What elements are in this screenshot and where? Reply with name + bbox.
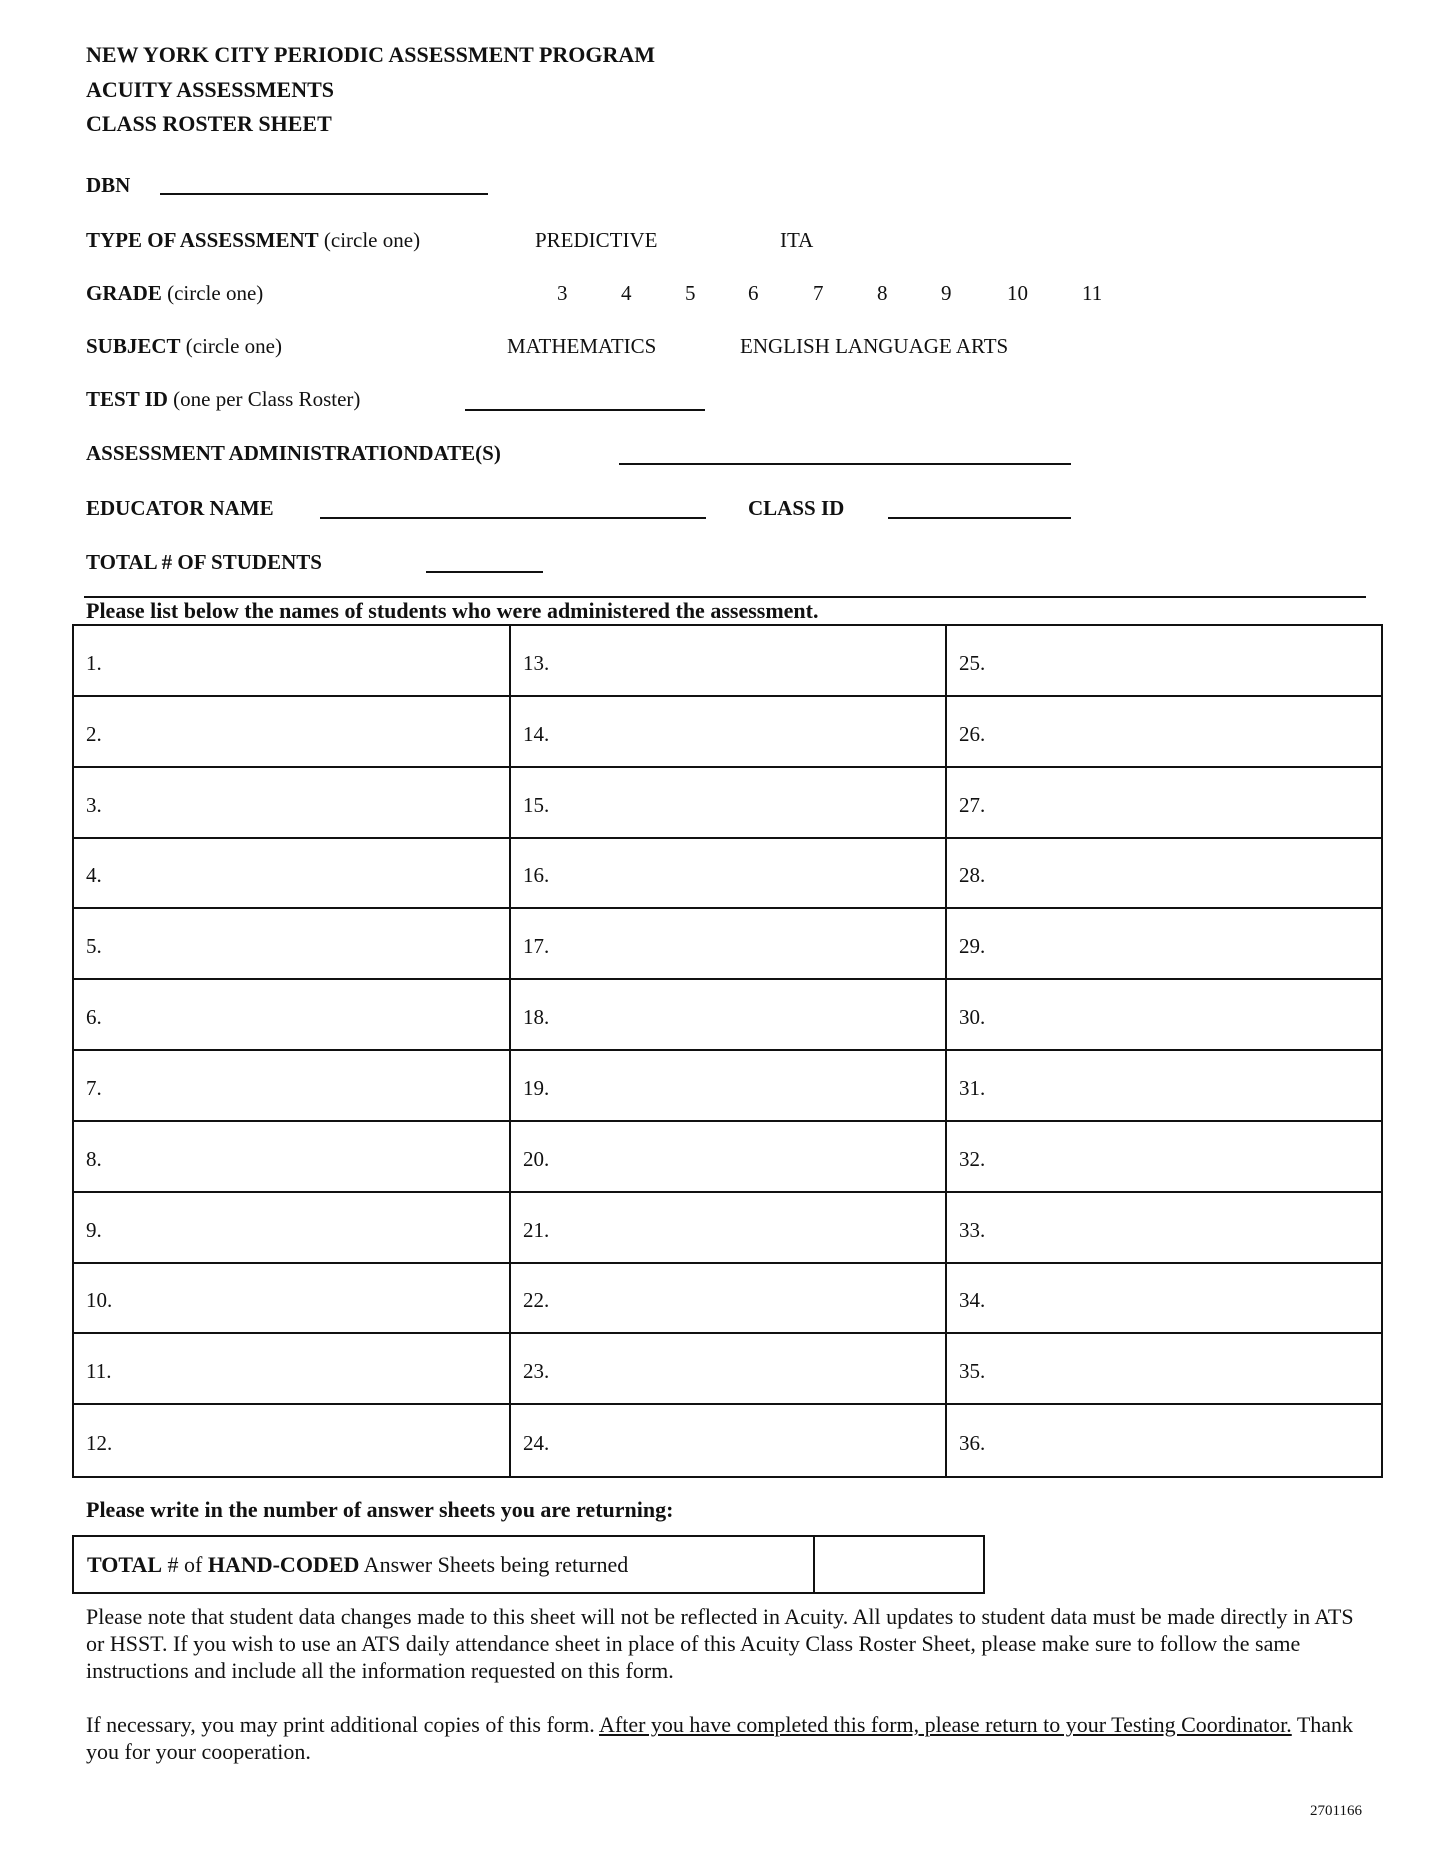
dbn-field[interactable] (160, 193, 488, 195)
returning-count-field[interactable] (815, 1537, 983, 1592)
roster-cell[interactable]: 11. (74, 1334, 511, 1405)
returning-table (72, 1535, 985, 1594)
roster-cell[interactable]: 30. (947, 980, 1381, 1051)
grade-option-6[interactable]: 6 (748, 281, 759, 305)
roster-cell[interactable]: 2. (74, 697, 511, 768)
grade-option-3[interactable]: 3 (557, 281, 568, 305)
roster-cell[interactable]: 21. (511, 1193, 947, 1264)
grade-option-7[interactable]: 7 (813, 281, 824, 305)
roster-cell[interactable]: 4. (74, 839, 511, 910)
educator-field[interactable] (320, 517, 706, 519)
admin-date-field[interactable] (619, 463, 1071, 465)
grade-option-4[interactable]: 4 (621, 281, 632, 305)
assessments-title: ACUITY ASSESSMENTS (86, 77, 334, 102)
test-id-label: TEST ID (one per Class Roster) (86, 387, 361, 411)
subject-option-math[interactable]: MATHEMATICS (507, 334, 657, 358)
roster-cell[interactable]: 7. (74, 1051, 511, 1122)
roster-cell[interactable]: 36. (959, 1431, 986, 1456)
roster-cell[interactable]: 19. (511, 1051, 947, 1122)
total-students-field[interactable] (426, 571, 543, 573)
type-label: TYPE OF ASSESSMENT (circle one) (86, 228, 421, 252)
roster-cell[interactable]: 18. (511, 980, 947, 1051)
roster-instruction: Please list below the names of students who were administered the assessment. (86, 598, 819, 623)
student-roster-table (72, 624, 1383, 1478)
dbn-label: DBN (86, 173, 131, 197)
type-option-ita[interactable]: ITA (780, 228, 814, 252)
roster-cell[interactable]: 8. (74, 1122, 511, 1193)
program-title: NEW YORK CITY PERIODIC ASSESSMENT PROGRAM (86, 42, 656, 67)
grade-option-11[interactable]: 11 (1082, 281, 1103, 305)
form-code: 2701166 (1310, 1803, 1362, 1819)
returning-label: TOTAL # of HAND-CODED Answer Sheets being returned (74, 1537, 815, 1592)
grade-label: GRADE (circle one) (86, 281, 264, 305)
roster-cell[interactable]: 13. (511, 626, 947, 697)
class-id-field[interactable] (888, 517, 1071, 519)
roster-cell[interactable]: 1. (74, 626, 511, 697)
roster-cell[interactable]: 33. (947, 1193, 1381, 1264)
roster-cell[interactable]: 26. (947, 697, 1381, 768)
roster-cell[interactable]: 12. (74, 1405, 511, 1476)
roster-cell[interactable]: 28. (947, 839, 1381, 910)
roster-cell[interactable]: 6. (74, 980, 511, 1051)
return-instruction: After you have completed this form, please return to your Testing Coordinator. (599, 1712, 1292, 1737)
roster-cell[interactable]: 17. (511, 909, 947, 980)
roster-cell[interactable]: 32. (947, 1122, 1381, 1193)
roster-cell[interactable]: 27. (947, 768, 1381, 839)
roster-cell[interactable]: 22. (511, 1264, 947, 1335)
roster-cell[interactable]: 34. (947, 1264, 1381, 1335)
roster-cell[interactable]: 35. (947, 1334, 1381, 1405)
roster-cell[interactable]: 3. (74, 768, 511, 839)
roster-cell[interactable]: 14. (511, 697, 947, 768)
educator-label: EDUCATOR NAME (86, 496, 274, 520)
total-students-label: TOTAL # OF STUDENTS (86, 550, 322, 574)
class-id-label: CLASS ID (748, 496, 845, 520)
data-changes-note: Please note that student data changes made to this sheet will not be reflected in Acuity. All updates to student data must be made directly in ATS or HSST. If you wish to use an ATS daily attendance sheet in place of this Acuity Class Roster Sheet, please make sure to follow the same instructions and include all the information requested on this form. (86, 1604, 1354, 1683)
grade-option-9[interactable]: 9 (941, 281, 952, 305)
roster-cell[interactable]: 23. (511, 1334, 947, 1405)
roster-cell[interactable]: 16. (511, 839, 947, 910)
roster-cell[interactable]: 29. (947, 909, 1381, 980)
subject-label: SUBJECT (circle one) (86, 334, 282, 358)
grade-option-8[interactable]: 8 (877, 281, 888, 305)
roster-cell[interactable]: 25. (947, 626, 1381, 697)
roster-cell[interactable]: 5. (74, 909, 511, 980)
grade-option-10[interactable]: 10 (1007, 281, 1028, 305)
roster-cell[interactable]: 15. (511, 768, 947, 839)
sheet-title: CLASS ROSTER SHEET (86, 111, 332, 136)
roster-cell[interactable]: 10. (74, 1264, 511, 1335)
subject-option-ela[interactable]: ENGLISH LANGUAGE ARTS (740, 334, 1009, 358)
returning-instruction: Please write in the number of answer sheets you are returning: (86, 1497, 674, 1522)
roster-cell[interactable]: 24. (511, 1405, 947, 1476)
roster-cell[interactable]: 20. (511, 1122, 947, 1193)
admin-date-label: ASSESSMENT ADMINISTRATIONDATE(S) (86, 441, 501, 465)
copies-note: If necessary, you may print additional copies of this form. After you have completed this form, please return to your Testing Coordinator. Thank you for your cooperation. (86, 1712, 1354, 1764)
test-id-field[interactable] (465, 409, 705, 411)
roster-cell[interactable]: 31. (947, 1051, 1381, 1122)
type-option-predictive[interactable]: PREDICTIVE (535, 228, 658, 252)
grade-option-5[interactable]: 5 (685, 281, 696, 305)
roster-cell[interactable]: 9. (74, 1193, 511, 1264)
